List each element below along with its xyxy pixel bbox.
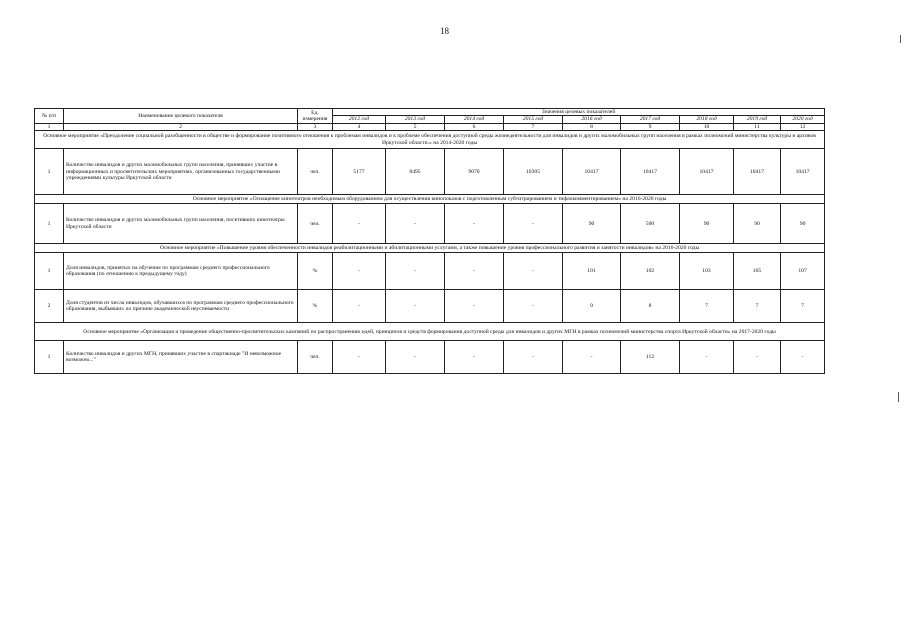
section-title: Основное мероприятие «Преодоление социальной разобщенности в обществе и формирование позитивного отношения к проблемам инвалидов и к проблеме обеспечения доступной среды жизнедеятельности для инвалидов и других маломобильных групп населения в рамках полномочий министерства культуры и архивов Иркутской области.» на 2014-2020 годы	[35, 131, 825, 149]
row-value: 10305	[504, 149, 563, 195]
row-value: -	[504, 341, 563, 374]
header-year: 2014 год	[445, 116, 504, 123]
header-year: 2017 год	[621, 116, 680, 123]
row-value: 10417	[734, 149, 781, 195]
row-value: 7	[781, 290, 825, 323]
row-value: 90	[563, 204, 621, 244]
row-value: 101	[563, 253, 621, 290]
row-value: -	[386, 341, 445, 374]
row-value: 112	[621, 341, 680, 374]
row-value: 103	[680, 253, 734, 290]
header-year: 2018 год	[680, 116, 734, 123]
row-value: -	[781, 341, 825, 374]
column-number: 7	[504, 123, 563, 130]
table-row	[35, 204, 825, 244]
column-number: 4	[333, 123, 386, 130]
column-number: 12	[781, 123, 825, 130]
header-year: 2016 год	[563, 116, 621, 123]
row-value: 105	[734, 253, 781, 290]
row-value: -	[445, 204, 504, 244]
row-name: Доля студентов из числа инвалидов, обучавшихся по программам среднего профессионального образования, выбывших по причине академической неуспеваемости	[64, 290, 298, 323]
row-num: 2	[35, 290, 64, 323]
table-row	[35, 253, 825, 290]
row-value: -	[445, 253, 504, 290]
header-year: 2019 год	[734, 116, 781, 123]
row-value: -	[445, 290, 504, 323]
row-num: 1	[35, 149, 64, 195]
header-values-group: Значения целевых показателей	[333, 109, 825, 116]
table-row	[35, 290, 825, 323]
row-value: 10417	[563, 149, 621, 195]
row-value: 500	[621, 204, 680, 244]
margin-mark	[900, 35, 901, 43]
header-year: 2020 год	[781, 116, 825, 123]
row-value: 102	[621, 253, 680, 290]
section-title: Основное мероприятие «Организация и проведение общественно-просветительских кампаний по распространению идей, принципов и средств формирования доступной среды для инвалидов и других МГН в рамках полномочий министерства спорта Иркутской области» на 2017-2020 годы	[35, 323, 825, 341]
row-unit: %	[298, 290, 333, 323]
row-value: -	[333, 341, 386, 374]
header-year: 2012 год	[333, 116, 386, 123]
row-num: 1	[35, 341, 64, 374]
row-num: 1	[35, 204, 64, 244]
row-value: 7	[680, 290, 734, 323]
row-unit: чел.	[298, 341, 333, 374]
column-number: 5	[386, 123, 445, 130]
row-value: -	[333, 253, 386, 290]
row-value: -	[504, 204, 563, 244]
row-unit: чел.	[298, 149, 333, 195]
row-value: 9070	[445, 149, 504, 195]
column-number: 10	[680, 123, 734, 130]
row-unit: %	[298, 253, 333, 290]
column-number: 3	[298, 123, 333, 130]
row-value: -	[734, 341, 781, 374]
row-name: Количество инвалидов и других маломобильных групп населения, посетивших кинотеатры Иркутской области	[64, 204, 298, 244]
row-value: -	[333, 204, 386, 244]
row-value: 90	[781, 204, 825, 244]
row-value: 7	[734, 290, 781, 323]
row-name: Доля инвалидов, принятых на обучение по программам среднего профессионального образования (по отношению к предыдущему году)	[64, 253, 298, 290]
header-unit: Ед. измерения	[298, 109, 333, 124]
section-title: Основное мероприятие «Оснащение кинотеатров необходимым оборудованием для осуществления кинопоказов с подготовленным субтитрированием и тифлокомментированием» на 2016-2020 годы	[35, 195, 825, 204]
row-value: 9	[563, 290, 621, 323]
page-number: 18	[440, 26, 449, 36]
row-value: -	[386, 253, 445, 290]
section-title: Основное мероприятие «Повышение уровня обеспеченности инвалидов реабилитационными и абилитационными услугами, а также повышение уровня профессионального развития и занятости инвалидов» на 2016-2020 годы	[35, 244, 825, 253]
row-value: 107	[781, 253, 825, 290]
row-value: 5177	[333, 149, 386, 195]
column-number: 2	[64, 123, 298, 130]
row-value: 8	[621, 290, 680, 323]
column-number: 6	[445, 123, 504, 130]
row-unit: чел.	[298, 204, 333, 244]
row-value: 90	[680, 204, 734, 244]
row-value: -	[504, 253, 563, 290]
row-value: -	[333, 290, 386, 323]
row-value: 10417	[680, 149, 734, 195]
table-row	[35, 149, 825, 195]
header-name: Наименование целевого показателя	[64, 109, 298, 124]
table-row	[35, 341, 825, 374]
row-value: -	[680, 341, 734, 374]
row-value: -	[386, 204, 445, 244]
row-value: -	[386, 290, 445, 323]
row-value: -	[563, 341, 621, 374]
row-value: 8495	[386, 149, 445, 195]
header-year: 2013 год	[386, 116, 445, 123]
column-number: 8	[563, 123, 621, 130]
header-num: № п/п	[35, 109, 64, 124]
row-value: 10417	[621, 149, 680, 195]
row-value: 90	[734, 204, 781, 244]
target-indicators-table	[34, 108, 825, 374]
column-number: 11	[734, 123, 781, 130]
row-value: 10417	[781, 149, 825, 195]
row-name: Количество инвалидов и других маломобильных групп населения, принявших участие в информационных и просветительских мероприятиях, организованных государственными учреждениями культуры Иркутской области	[64, 149, 298, 195]
margin-mark	[898, 392, 899, 402]
row-value: -	[445, 341, 504, 374]
column-number: 1	[35, 123, 64, 130]
row-num: 1	[35, 253, 64, 290]
column-number: 9	[621, 123, 680, 130]
header-year: 2015 год	[504, 116, 563, 123]
row-name: Количество инвалидов и других МГН, принявших участие в спартакиаде "И невозможное возможно..."	[64, 341, 298, 374]
row-value: -	[504, 290, 563, 323]
